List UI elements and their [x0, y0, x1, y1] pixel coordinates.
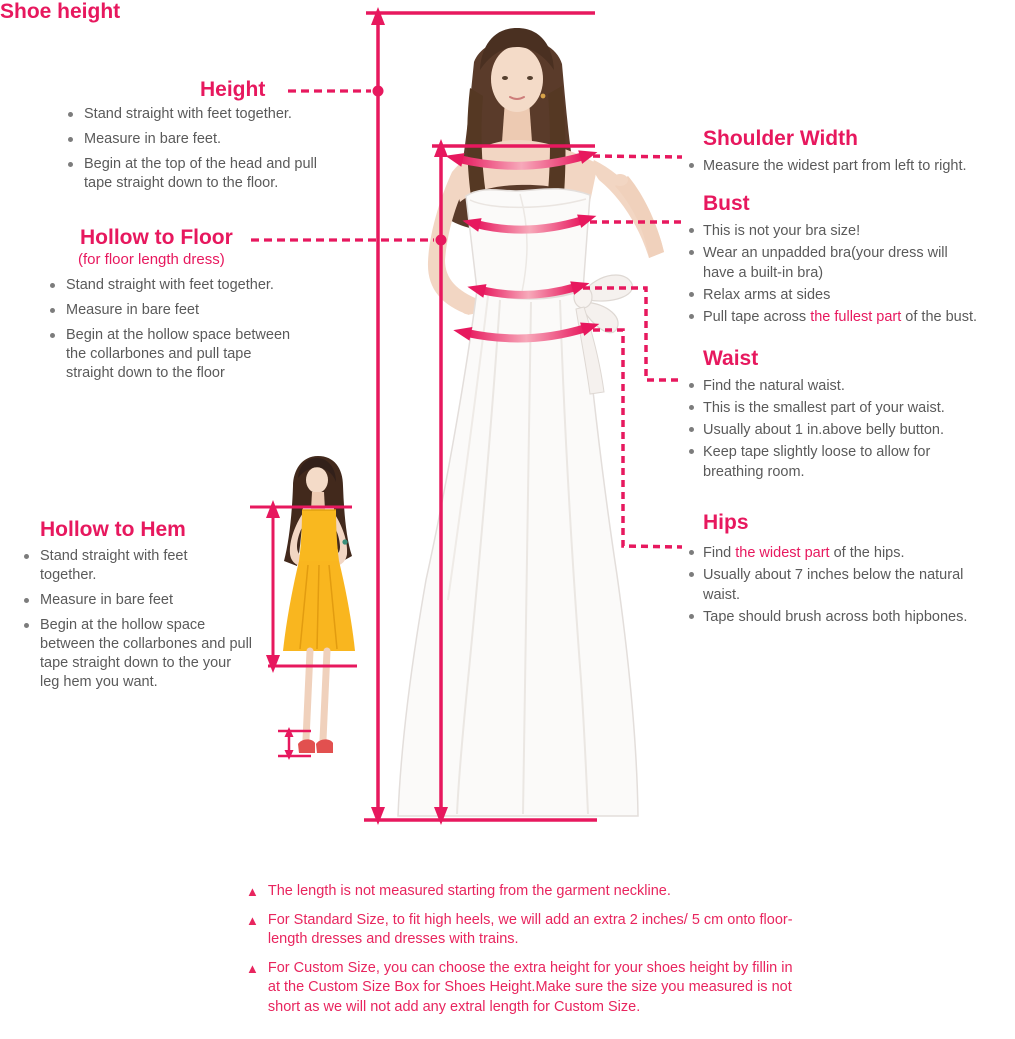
triangle-bullet-icon: ▲	[246, 960, 259, 976]
bullet-item: Begin at the hollow space between the collarbones and pull tape straight down to the floor	[44, 326, 294, 383]
height-bullet-list	[62, 105, 320, 193]
note-item	[246, 911, 846, 950]
bullet-text-pre: Pull tape across	[703, 309, 811, 325]
bullet-item: Find the natural waist.	[688, 376, 1012, 396]
bullet-item: This is the smallest part of your waist.	[688, 398, 1012, 418]
hips-section	[688, 511, 1012, 629]
waist-section	[688, 347, 1012, 484]
triangle-bullet-icon: ▲	[246, 884, 259, 899]
bullet-item-highlighted	[688, 307, 1012, 327]
bullet-item: Tape should brush across both hipbones.	[688, 607, 1012, 627]
small-model-shoe-left	[298, 739, 315, 753]
bullet-item: Begin at the top of the head and pull tape straight down to the floor.	[62, 155, 320, 193]
shoulder-connector	[593, 156, 682, 157]
note-text: For Standard Size, to fit high heels, we will add an extra 2 inches/ 5 cm onto floor-length dresses and dresses with trains.	[267, 911, 793, 947]
small-model-bodice	[299, 510, 339, 561]
bullet-item: Wear an unpadded bra(your dress will have a built-in bra)	[688, 243, 965, 283]
bullet-text-post: of the bust.	[901, 309, 978, 325]
main-model-raised-forearm	[615, 176, 664, 258]
main-model-eye-right	[527, 76, 533, 80]
bust-section	[688, 192, 1012, 329]
bullet-item: Measure in bare feet	[44, 301, 294, 320]
small-model-face	[306, 467, 328, 493]
shoulder-width-bullet-list	[688, 156, 1012, 176]
bullet-item: Usually about 1 in.above belly button.	[688, 420, 1012, 440]
bullet-text-pre: Find	[703, 545, 736, 561]
bust-bullet-list	[688, 221, 1012, 327]
main-model-skirt	[398, 290, 638, 816]
note-text: The length is not measured starting from the garment neckline.	[267, 883, 671, 899]
height-title: Height	[200, 78, 266, 101]
hollow-to-hem-section	[18, 518, 253, 698]
bullet-item: Measure in bare feet	[18, 591, 253, 610]
small-model-leg-right	[323, 651, 327, 740]
bullet-item: Begin at the hollow space between the collarbones and pull tape straight down to the your leg hem you want.	[18, 616, 253, 692]
height-connector-dot	[373, 86, 384, 97]
bullet-item-highlighted	[688, 543, 1012, 563]
bullet-item: This is not your bra size!	[688, 221, 1012, 241]
hollow-to-floor-connector-dot	[436, 235, 447, 246]
bullet-item: Keep tape slightly loose to allow for breathing room.	[688, 442, 969, 482]
bullet-item: Usually about 7 inches below the natural waist.	[688, 565, 983, 605]
main-model-eye-left	[502, 76, 508, 80]
small-model-leg-left	[306, 651, 310, 740]
small-model-bracelet	[342, 539, 347, 544]
note-item	[246, 959, 846, 1018]
waist-bullet-list	[688, 376, 1012, 482]
waist-title: Waist	[703, 347, 759, 370]
shoe-height-title: Shoe height	[0, 0, 121, 23]
hips-title: Hips	[703, 511, 749, 534]
bullet-text-highlight: the widest part	[735, 545, 830, 561]
notes-section	[246, 882, 846, 1026]
bullet-item: Measure the widest part from left to right.	[688, 156, 1012, 176]
hollow-to-hem-bullet-list	[18, 547, 253, 692]
bullet-item: Stand straight with feet together.	[18, 547, 220, 585]
bullet-text-highlight: the fullest part	[810, 309, 902, 325]
main-model-hand-raised	[612, 174, 628, 186]
small-model-shoe-right	[316, 739, 333, 753]
hips-bullet-list	[688, 543, 1012, 627]
bullet-item: Relax arms at sides	[688, 285, 1012, 305]
height-section	[62, 78, 320, 199]
bullet-text-post: of the hips.	[829, 545, 905, 561]
hollow-to-floor-bullet-list	[44, 276, 294, 383]
note-text: For Custom Size, you can choose the extra height for your shoes height by fillin in at the Custom Size Box for Shoes Height.Make sure the size you measured is not short as we will not add any extral length for Custom Size.	[267, 959, 793, 1015]
main-model-face	[491, 46, 543, 112]
bullet-item: Stand straight with feet together.	[44, 276, 294, 295]
shoulder-width-section	[688, 127, 1012, 178]
bust-title: Bust	[703, 192, 750, 215]
hollow-to-floor-title: Hollow to Floor	[80, 226, 233, 249]
bullet-item: Measure in bare feet.	[62, 130, 320, 149]
main-model-earring	[541, 94, 546, 99]
bullet-item: Stand straight with feet together.	[62, 105, 320, 124]
hollow-to-floor-section	[44, 226, 294, 389]
triangle-bullet-icon: ▲	[246, 912, 259, 928]
shoulder-width-title: Shoulder Width	[703, 127, 858, 150]
note-item	[246, 882, 846, 902]
small-model-illustration	[283, 456, 355, 753]
hollow-to-floor-subtitle: (for floor length dress)	[78, 251, 225, 268]
hollow-to-hem-title: Hollow to Hem	[40, 518, 186, 541]
